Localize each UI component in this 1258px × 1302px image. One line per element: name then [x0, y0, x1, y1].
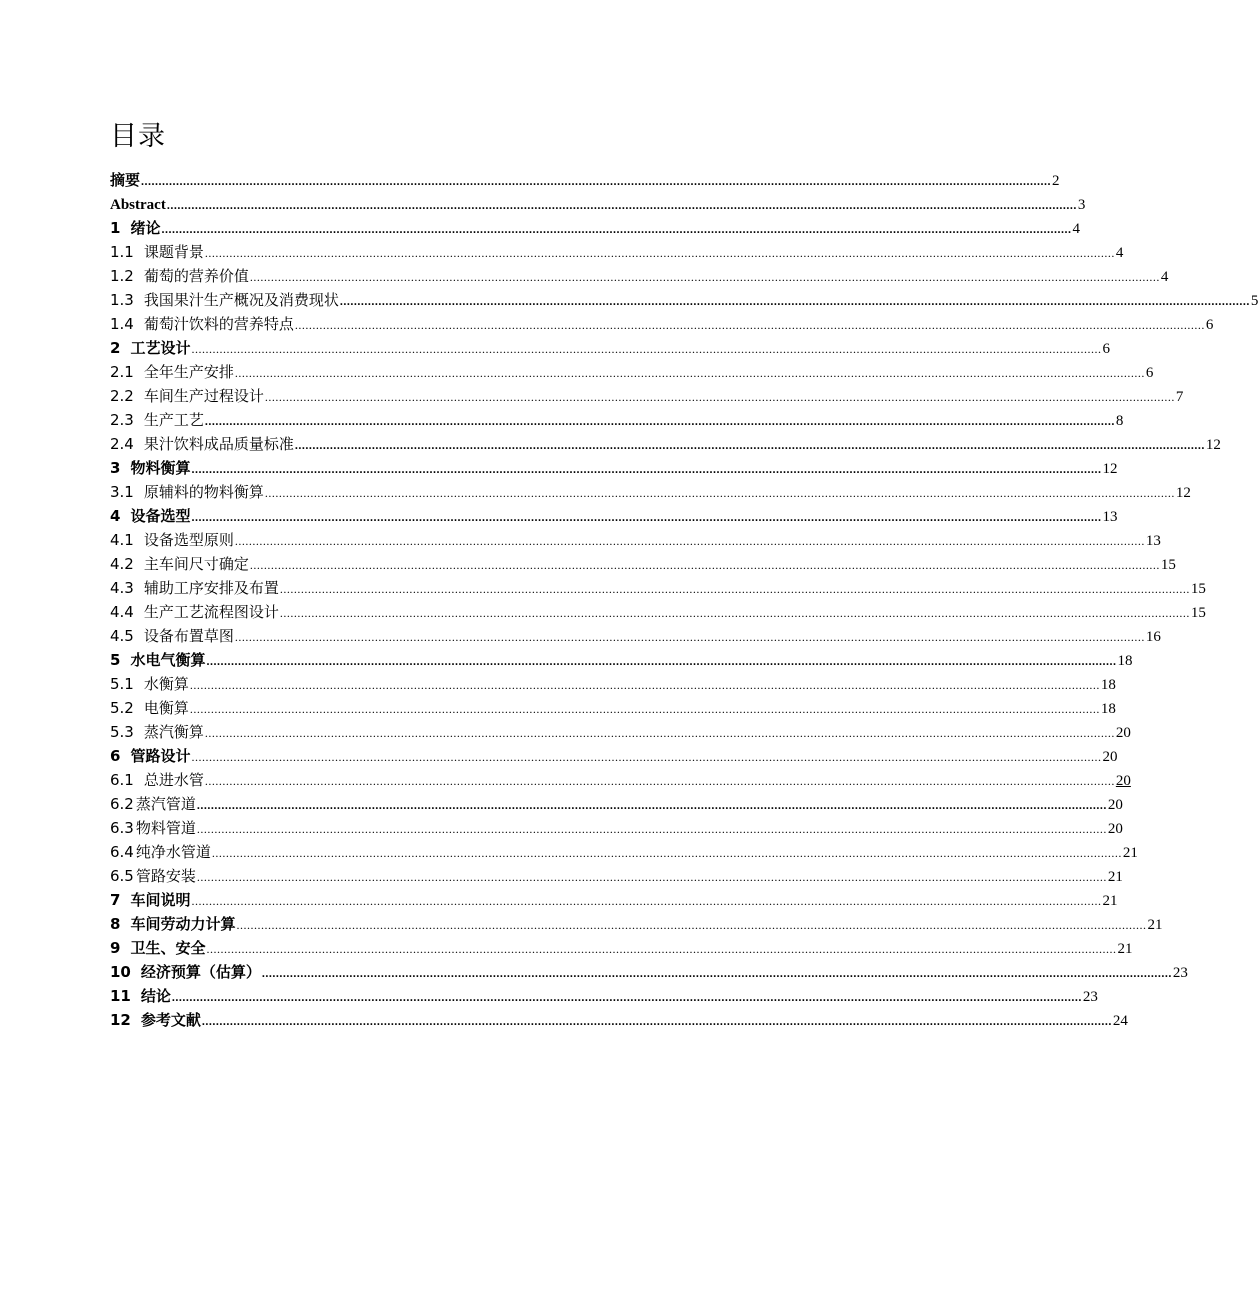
toc-entry-label	[110, 912, 235, 936]
toc-entry-text: 电衡算	[143, 699, 189, 717]
toc-entry[interactable]	[110, 528, 1161, 552]
toc-entry-number: 6.1	[110, 771, 134, 789]
toc-entry-number: 5.1	[110, 675, 134, 693]
toc-entry-number: 12	[110, 1011, 131, 1029]
toc-entry-text: 主车间尺寸确定	[143, 555, 249, 573]
toc-entry-number: 6.2	[110, 795, 134, 813]
toc-dot-leader: ....................................................................................................................................................................................................................................................................	[339, 294, 1250, 308]
toc-entry-page: 20	[1115, 773, 1131, 789]
toc-entry-number: 9	[110, 939, 121, 957]
toc-entry-text: 车间说明	[130, 891, 191, 909]
toc-entry-text: 管路安装	[135, 867, 196, 885]
toc-entry-page: 23	[1172, 965, 1188, 981]
toc-entry-text: 车间劳动力计算	[130, 915, 236, 933]
toc-entry-text: 葡萄的营养价值	[143, 267, 249, 285]
toc-entry-text: 水衡算	[143, 675, 189, 693]
toc-entry-number: 8	[110, 915, 121, 933]
toc-entry-text: Abstract	[110, 197, 166, 213]
toc-entry-label	[110, 624, 234, 648]
toc-entry-page: 21	[1122, 845, 1138, 861]
toc-entry-page: 24	[1112, 1013, 1128, 1029]
toc-entry-page: 15	[1190, 605, 1206, 621]
toc-entry-page: 13	[1145, 533, 1161, 549]
toc-dot-leader: ....................................................................................................................................................................................................................................................................	[191, 342, 1102, 356]
toc-entry-number: 1	[110, 219, 121, 237]
toc-entry-label	[110, 816, 196, 840]
toc-dot-leader: ....................................................................................................................................................................................................................................................................	[191, 462, 1102, 476]
toc-entry-text: 管路设计	[130, 747, 191, 765]
toc-entry-page: 12	[1102, 461, 1118, 477]
toc-dot-leader: ....................................................................................................................................................................................................................................................................	[166, 198, 1077, 212]
toc-entry-text: 课题背景	[143, 243, 204, 261]
toc-entry-text: 卫生、安全	[130, 939, 206, 957]
toc-entry-page: 23	[1082, 989, 1098, 1005]
toc-dot-leader: ....................................................................................................................................................................................................................................................................	[264, 390, 1175, 404]
toc-entry-text: 蒸汽管道	[135, 795, 196, 813]
toc-dot-leader: ....................................................................................................................................................................................................................................................................	[191, 750, 1102, 764]
toc-entry-text: 全年生产安排	[143, 363, 234, 381]
toc-entry-text: 设备布置草图	[143, 627, 234, 645]
toc-dot-leader: ....................................................................................................................................................................................................................................................................	[206, 654, 1117, 668]
toc-dot-leader: ....................................................................................................................................................................................................................................................................	[234, 366, 1145, 380]
toc-entry-number: 2	[110, 339, 121, 357]
toc-entry-text: 车间生产过程设计	[143, 387, 264, 405]
toc-dot-leader: ....................................................................................................................................................................................................................................................................	[264, 486, 1175, 500]
toc-entry-page: 12	[1175, 485, 1191, 501]
toc-dot-leader: ....................................................................................................................................................................................................................................................................	[196, 822, 1107, 836]
toc-entry-label	[110, 192, 166, 217]
toc-entry-label	[110, 384, 264, 408]
toc-dot-leader: ....................................................................................................................................................................................................................................................................	[204, 726, 1115, 740]
toc-dot-leader: ....................................................................................................................................................................................................................................................................	[141, 174, 1052, 188]
toc-entry-label	[110, 672, 189, 696]
toc-dot-leader: ....................................................................................................................................................................................................................................................................	[204, 414, 1115, 428]
toc-entry[interactable]	[110, 696, 1116, 720]
toc-entry-number: 4.1	[110, 531, 134, 549]
toc-dot-leader: ....................................................................................................................................................................................................................................................................	[204, 246, 1115, 260]
toc-entry[interactable]	[110, 576, 1206, 600]
toc-dot-leader: ....................................................................................................................................................................................................................................................................	[294, 438, 1205, 452]
toc-entry-number: 1.1	[110, 243, 134, 261]
toc-entry[interactable]	[110, 624, 1161, 648]
toc-entry-text: 水电气衡算	[130, 651, 206, 669]
toc-entry-page: 20	[1115, 725, 1131, 741]
toc-entry[interactable]	[110, 792, 1123, 816]
toc-entry-label	[110, 168, 140, 192]
toc-dot-leader: ....................................................................................................................................................................................................................................................................	[236, 918, 1147, 932]
toc-entry-label	[110, 408, 204, 432]
toc-entry[interactable]	[110, 816, 1123, 840]
toc-entry-number: 6.3	[110, 819, 134, 837]
toc-entry-page: 21	[1117, 941, 1133, 957]
toc-entry[interactable]	[110, 600, 1206, 624]
toc-dot-leader: ....................................................................................................................................................................................................................................................................	[211, 846, 1122, 860]
toc-entry-page: 4	[1072, 221, 1080, 237]
toc-entry-page: 18	[1117, 653, 1133, 669]
toc-dot-leader: ....................................................................................................................................................................................................................................................................	[196, 870, 1107, 884]
toc-entry[interactable]	[110, 480, 1191, 504]
toc-dot-leader: ....................................................................................................................................................................................................................................................................	[189, 702, 1100, 716]
toc-entry-text: 葡萄汁饮料的营养特点	[143, 315, 294, 333]
toc-entry-label	[110, 648, 205, 672]
toc-entry[interactable]	[110, 720, 1131, 744]
toc-entry-page: 13	[1102, 509, 1118, 525]
toc-entry-text: 果汁饮料成品质量标准	[143, 435, 294, 453]
toc-entry[interactable]	[110, 552, 1176, 576]
toc-entry-text: 物料管道	[135, 819, 196, 837]
toc-dot-leader: ....................................................................................................................................................................................................................................................................	[206, 942, 1117, 956]
toc-entry[interactable]	[110, 456, 1118, 480]
toc-entry-number: 3	[110, 459, 121, 477]
toc-entry-label	[110, 360, 234, 384]
toc-entry-label	[110, 480, 264, 504]
toc-title: 目录	[110, 121, 166, 152]
toc-entry-label	[110, 1008, 201, 1032]
toc-entry[interactable]	[110, 264, 1169, 288]
toc-dot-leader: ....................................................................................................................................................................................................................................................................	[201, 1014, 1112, 1028]
toc-entry-number: 3.1	[110, 483, 134, 501]
toc-entry-label	[110, 288, 339, 312]
toc-entry-text: 总进水管	[143, 771, 204, 789]
toc-entry-number: 10	[110, 963, 131, 981]
toc-entry[interactable]	[110, 744, 1118, 768]
toc-entry-number: 4.4	[110, 603, 134, 621]
toc-entry-page: 15	[1160, 557, 1176, 573]
toc-entry-label	[110, 240, 204, 264]
toc-dot-leader: ....................................................................................................................................................................................................................................................................	[279, 582, 1190, 596]
toc-entry-page: 7	[1175, 389, 1184, 405]
toc-entry-text: 蒸汽衡算	[143, 723, 204, 741]
toc-entry-text: 工艺设计	[130, 339, 191, 357]
toc-entry[interactable]	[110, 312, 1214, 336]
toc-entry-label	[110, 504, 190, 528]
toc-entry-page: 6	[1145, 365, 1154, 381]
toc-dot-leader: ....................................................................................................................................................................................................................................................................	[189, 678, 1100, 692]
toc-entry-label	[110, 720, 204, 744]
toc-entry-number: 4	[110, 507, 121, 525]
toc-entry-label	[110, 552, 249, 576]
toc-entry-page: 3	[1077, 197, 1086, 213]
toc-entry[interactable]	[110, 336, 1110, 360]
toc-entry[interactable]	[110, 360, 1154, 384]
toc-entry[interactable]	[110, 864, 1123, 888]
toc-entry[interactable]	[110, 648, 1133, 672]
toc-dot-leader: ....................................................................................................................................................................................................................................................................	[204, 774, 1115, 788]
toc-entry-label	[110, 840, 211, 864]
toc-entry-page: 6	[1102, 341, 1110, 357]
toc-entry-page: 8	[1115, 413, 1124, 429]
toc-entry-label	[110, 984, 171, 1008]
toc-entry-text: 我国果汁生产概况及消费现状	[143, 291, 339, 309]
toc-entry-label	[110, 576, 279, 600]
toc-entry-text: 参考文献	[140, 1011, 201, 1029]
toc-entry-number: 7	[110, 891, 121, 909]
toc-entry[interactable]	[110, 888, 1118, 912]
toc-entry-label	[110, 936, 205, 960]
toc-entry-number: 5.3	[110, 723, 134, 741]
toc-entry-number: 5	[110, 651, 121, 669]
toc-entry[interactable]	[110, 912, 1163, 936]
toc-entry-label	[110, 744, 190, 768]
toc-entry-text: 设备选型原则	[143, 531, 234, 549]
toc-dot-leader: ....................................................................................................................................................................................................................................................................	[196, 798, 1107, 812]
toc-entry-number: 5.2	[110, 699, 134, 717]
table-of-contents	[110, 168, 1258, 1032]
toc-entry-number: 6.5	[110, 867, 134, 885]
toc-entry-page: 4	[1160, 269, 1169, 285]
toc-entry-label	[110, 432, 294, 456]
toc-dot-leader: ....................................................................................................................................................................................................................................................................	[279, 606, 1190, 620]
toc-entry-page: 16	[1145, 629, 1161, 645]
toc-entry-label	[110, 696, 189, 720]
toc-dot-leader: ....................................................................................................................................................................................................................................................................	[161, 222, 1072, 236]
toc-entry-text: 原辅料的物料衡算	[143, 483, 264, 501]
toc-entry-text: 生产工艺流程图设计	[143, 603, 279, 621]
toc-dot-leader: ....................................................................................................................................................................................................................................................................	[191, 894, 1102, 908]
toc-dot-leader: ....................................................................................................................................................................................................................................................................	[249, 558, 1160, 572]
toc-entry-page: 12	[1205, 437, 1221, 453]
toc-entry[interactable]	[110, 840, 1138, 864]
toc-entry-number: 2.3	[110, 411, 134, 429]
toc-entry[interactable]	[110, 408, 1124, 432]
toc-entry-text: 纯净水管道	[135, 843, 211, 861]
toc-entry[interactable]	[110, 984, 1098, 1008]
toc-entry-page: 20	[1107, 797, 1123, 813]
toc-entry-page: 21	[1102, 893, 1118, 909]
toc-entry-number: 4.3	[110, 579, 134, 597]
toc-entry-text: 经济预算（估算）	[140, 963, 261, 981]
toc-dot-leader: ....................................................................................................................................................................................................................................................................	[234, 630, 1145, 644]
toc-entry-number: 1.2	[110, 267, 134, 285]
toc-entry-page: 20	[1102, 749, 1118, 765]
toc-entry-page: 18	[1100, 701, 1116, 717]
toc-entry-label	[110, 456, 190, 480]
toc-entry[interactable]	[110, 936, 1133, 960]
toc-entry-text: 设备选型	[130, 507, 191, 525]
toc-entry-page: 5	[1250, 293, 1258, 309]
toc-entry-page: 6	[1205, 317, 1214, 333]
toc-entry[interactable]	[110, 504, 1118, 528]
toc-entry-label	[110, 768, 204, 792]
toc-entry-number: 1.3	[110, 291, 134, 309]
toc-entry-number: 4.2	[110, 555, 134, 573]
toc-dot-leader: ....................................................................................................................................................................................................................................................................	[249, 270, 1160, 284]
toc-entry[interactable]	[110, 384, 1184, 408]
toc-entry-page: 15	[1190, 581, 1206, 597]
toc-entry-page: 4	[1115, 245, 1124, 261]
toc-entry-label	[110, 888, 190, 912]
toc-entry[interactable]	[110, 288, 1258, 312]
toc-entry-page: 2	[1052, 173, 1060, 189]
toc-dot-leader: ....................................................................................................................................................................................................................................................................	[234, 534, 1145, 548]
toc-dot-leader: ....................................................................................................................................................................................................................................................................	[191, 510, 1102, 524]
toc-entry-label	[110, 960, 261, 984]
toc-entry-number: 6	[110, 747, 121, 765]
toc-dot-leader: ....................................................................................................................................................................................................................................................................	[261, 966, 1172, 980]
toc-entry[interactable]	[110, 1008, 1128, 1032]
toc-dot-leader: ....................................................................................................................................................................................................................................................................	[171, 990, 1082, 1004]
toc-entry[interactable]	[110, 168, 1060, 192]
toc-entry-text: 摘要	[110, 171, 141, 189]
toc-entry-number: 1.4	[110, 315, 134, 333]
toc-entry-text: 物料衡算	[130, 459, 191, 477]
toc-entry-number: 11	[110, 987, 131, 1005]
toc-entry-number: 4.5	[110, 627, 134, 645]
toc-entry-page: 20	[1107, 821, 1123, 837]
toc-entry-label	[110, 792, 196, 816]
toc-entry-number: 2.1	[110, 363, 134, 381]
toc-entry-number: 6.4	[110, 843, 134, 861]
toc-entry-text: 绪论	[130, 219, 161, 237]
toc-entry-number: 2.2	[110, 387, 134, 405]
toc-entry-page: 18	[1100, 677, 1116, 693]
toc-entry-text: 结论	[140, 987, 171, 1005]
toc-entry[interactable]	[110, 192, 1086, 216]
toc-entry-label	[110, 264, 249, 288]
toc-entry-label	[110, 216, 160, 240]
toc-dot-leader: ....................................................................................................................................................................................................................................................................	[294, 318, 1205, 332]
toc-entry[interactable]	[110, 216, 1080, 240]
toc-entry-label	[110, 600, 279, 624]
toc-entry[interactable]	[110, 960, 1188, 984]
toc-entry-page: 21	[1107, 869, 1123, 885]
toc-entry-label	[110, 528, 234, 552]
toc-entry[interactable]	[110, 240, 1124, 264]
toc-entry-number: 2.4	[110, 435, 134, 453]
toc-entry-page: 21	[1147, 917, 1163, 933]
toc-entry-label	[110, 336, 190, 360]
toc-entry-text: 辅助工序安排及布置	[143, 579, 279, 597]
toc-entry-label	[110, 864, 196, 888]
toc-entry[interactable]	[110, 672, 1116, 696]
toc-entry-label	[110, 312, 294, 336]
toc-entry[interactable]	[110, 768, 1131, 792]
toc-entry[interactable]	[110, 432, 1221, 456]
toc-entry-text: 生产工艺	[143, 411, 204, 429]
